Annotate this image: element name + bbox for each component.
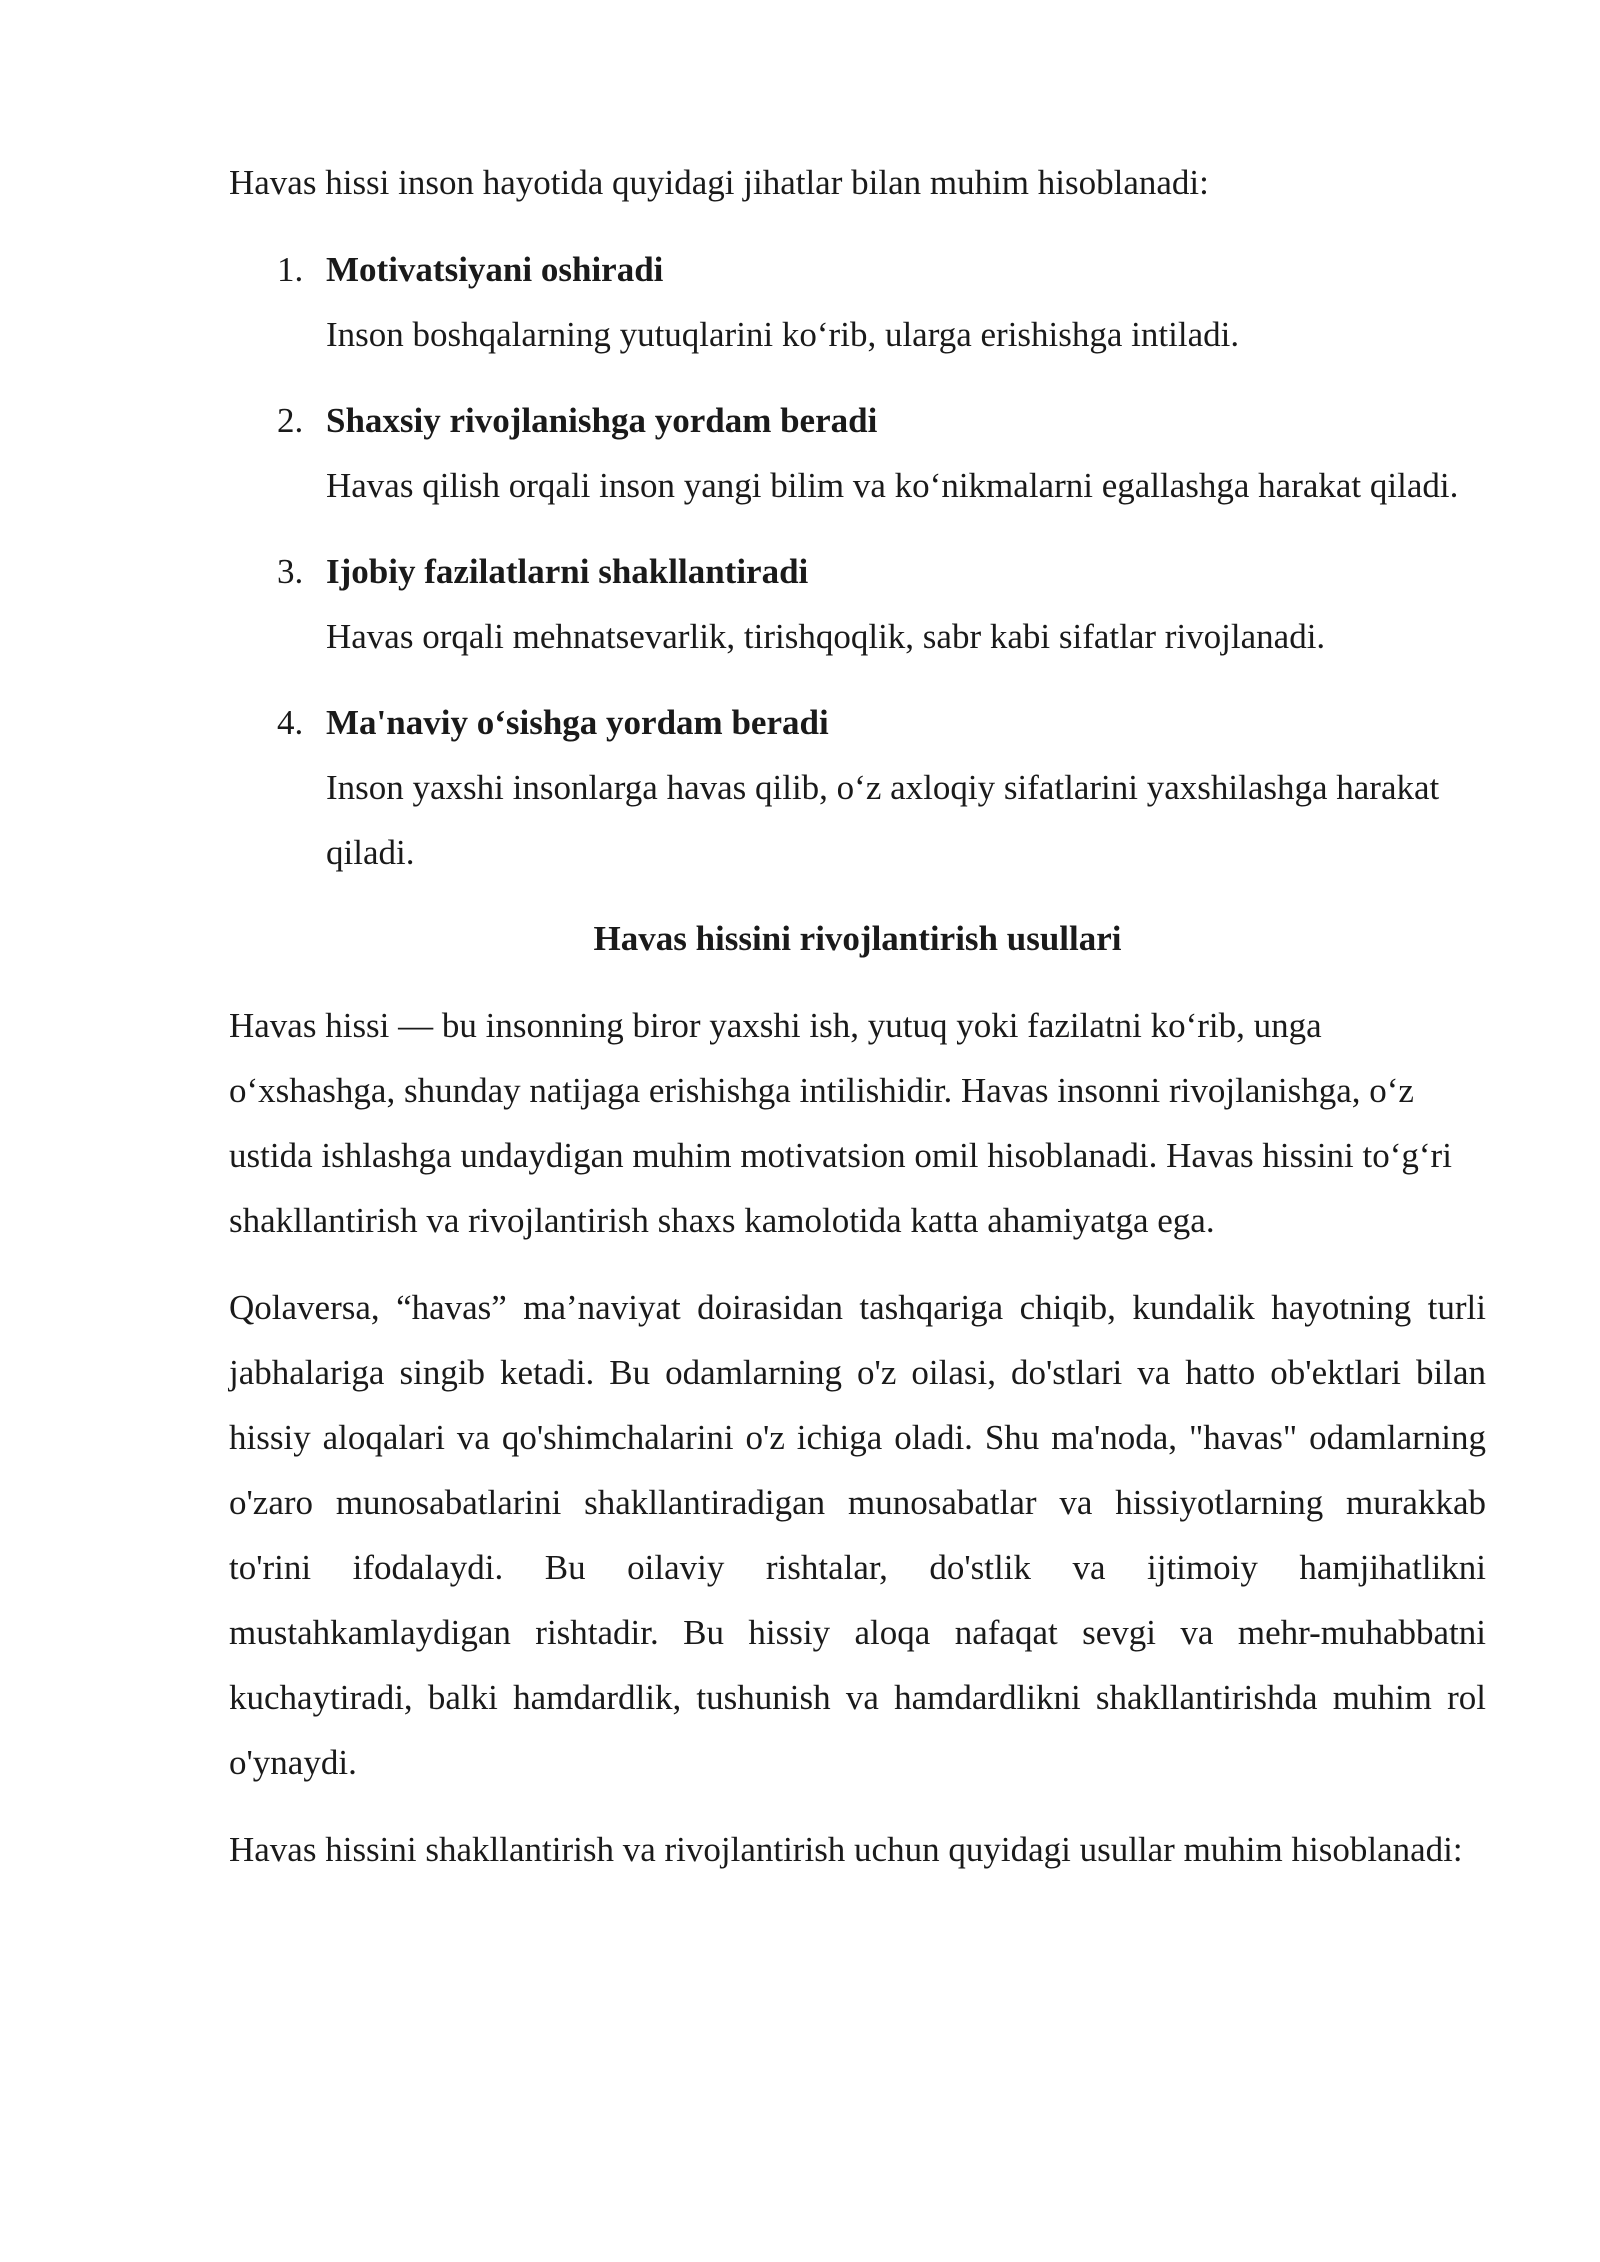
- section-heading: Havas hissini rivojlantirish usullari: [593, 919, 1122, 958]
- list-item: [229, 539, 1486, 669]
- list-item-number: 4.: [277, 703, 304, 742]
- list-item-title: Motivatsiyani oshiradi: [326, 250, 664, 289]
- list-item-description: Havas orqali mehnatsevarlik, tirishqoqlik, sabr kabi sifatlar rivojlanadi.: [326, 617, 1326, 656]
- list-item-description: Inson boshqalarning yutuqlarini ko‘rib, ularga erishishga intiladi.: [326, 315, 1240, 354]
- list-item-number: 3.: [277, 552, 304, 591]
- body-paragraph: Havas hissini shakllantirish va rivojlantirish uchun quyidagi usullar muhim hisoblanadi:: [229, 1830, 1463, 1869]
- list-item: [229, 388, 1486, 518]
- list-item-number: 1.: [277, 250, 304, 289]
- body-paragraph: Qolaversa, “havas” ma’naviyat doirasidan tashqariga chiqib, kundalik hayotning turli jabhalariga singib ketadi. Bu odamlarning o'z oilasi, do'stlari va hatto ob'ektlari bilan hissiy aloqalari va qo'shimchalarini o'z ichiga oladi. Shu ma'noda, "havas" odamlarning o'zaro munosabatlarini shakllantiradigan munosabatlar va hissiyotlarning murakkab to'rini ifodalaydi. Bu oilaviy rishtalar, do'stlik va ijtimoiy hamjihatlikni mustahkamlaydigan rishtadir. Bu hissiy aloqa nafaqat sevgi va mehr-muhabbatni kuchaytiradi, balki hamdardlik, tushunish va hamdardlikni shakllantirishda muhim rol o'ynaydi.: [229, 1288, 1486, 1782]
- body-paragraph: Havas hissi — bu insonning biror yaxshi ish, yutuq yoki fazilatni ko‘rib, unga o‘xshashga, shunday natijaga erishishga intilishidir. Havas insonni rivojlanishga, o‘z ustida ishlashga undaydigan muhim motivatsion omil hisoblanadi. Havas hissini to‘g‘ri shakllantirish va rivojlantirish shaxs kamolotida katta ahamiyatga ega.: [229, 1006, 1452, 1240]
- list-item: [229, 237, 1486, 367]
- benefits-list: [229, 237, 1486, 885]
- list-item-title: Shaxsiy rivojlanishga yordam beradi: [326, 401, 878, 440]
- intro-paragraph: Havas hissi inson hayotida quyidagi jihatlar bilan muhim hisoblanadi:: [229, 163, 1209, 202]
- list-item: [229, 690, 1486, 885]
- list-item-title: Ijobiy fazilatlarni shakllantiradi: [326, 552, 809, 591]
- list-item-description: Inson yaxshi insonlarga havas qilib, o‘z axloqiy sifatlarini yaxshilashga harakat qiladi.: [326, 768, 1440, 872]
- list-item-title: Ma'naviy o‘sishga yordam beradi: [326, 703, 829, 742]
- list-item-number: 2.: [277, 401, 304, 440]
- list-item-description: Havas qilish orqali inson yangi bilim va ko‘nikmalarni egallashga harakat qiladi.: [326, 466, 1459, 505]
